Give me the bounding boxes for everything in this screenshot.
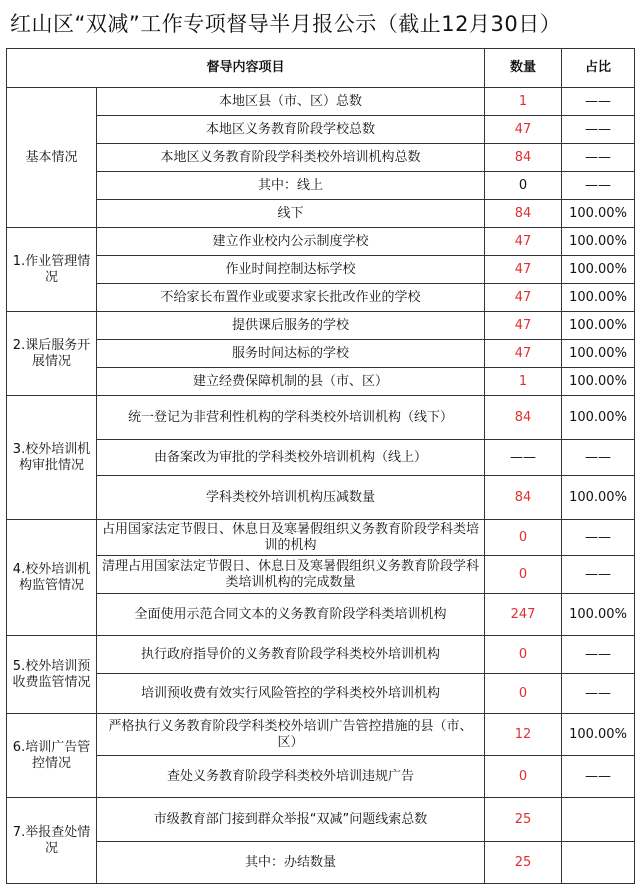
ratio-cell: —— bbox=[562, 520, 635, 556]
count-cell: —— bbox=[485, 440, 562, 476]
count-cell: 47 bbox=[485, 228, 562, 256]
item-cell: 占用国家法定节假日、休息日及寒暑假组织义务教育阶段学科类培训的机构 bbox=[97, 520, 485, 556]
supervision-table bbox=[6, 48, 635, 884]
category-cell: 7.举报查处情况 bbox=[7, 798, 97, 884]
item-cell: 作业时间控制达标学校 bbox=[97, 256, 485, 284]
header-ratio: 占比 bbox=[562, 49, 635, 88]
table-row bbox=[7, 144, 635, 172]
count-cell: 47 bbox=[485, 312, 562, 340]
table-row bbox=[7, 756, 635, 798]
item-cell: 线下 bbox=[97, 200, 485, 228]
table-row bbox=[7, 256, 635, 284]
table-row bbox=[7, 228, 635, 256]
ratio-cell: 100.00% bbox=[562, 594, 635, 636]
item-cell: 执行政府指导价的义务教育阶段学科类校外培训机构 bbox=[97, 636, 485, 674]
item-cell: 查处义务教育阶段学科类校外培训违规广告 bbox=[97, 756, 485, 798]
category-cell: 3.校外培训机构审批情况 bbox=[7, 396, 97, 520]
ratio-cell: 100.00% bbox=[562, 200, 635, 228]
ratio-cell: —— bbox=[562, 636, 635, 674]
category-cell: 4.校外培训机构监管情况 bbox=[7, 520, 97, 636]
ratio-cell bbox=[562, 798, 635, 842]
count-cell: 0 bbox=[485, 674, 562, 714]
table-row bbox=[7, 674, 635, 714]
ratio-cell: 100.00% bbox=[562, 340, 635, 368]
count-cell: 12 bbox=[485, 714, 562, 756]
item-cell: 建立作业校内公示制度学校 bbox=[97, 228, 485, 256]
ratio-cell: 100.00% bbox=[562, 312, 635, 340]
count-cell: 84 bbox=[485, 144, 562, 172]
count-cell: 84 bbox=[485, 396, 562, 440]
table-row bbox=[7, 520, 635, 556]
count-cell: 1 bbox=[485, 88, 562, 116]
item-cell: 培训预收费有效实行风险管控的学科类校外培训机构 bbox=[97, 674, 485, 714]
table-row bbox=[7, 556, 635, 594]
item-cell: 本地区义务教育阶段学校总数 bbox=[97, 116, 485, 144]
ratio-cell: 100.00% bbox=[562, 396, 635, 440]
ratio-cell: —— bbox=[562, 88, 635, 116]
count-cell: 84 bbox=[485, 476, 562, 520]
ratio-cell: —— bbox=[562, 144, 635, 172]
ratio-cell: 100.00% bbox=[562, 228, 635, 256]
count-cell: 0 bbox=[485, 636, 562, 674]
table-row bbox=[7, 284, 635, 312]
table-row bbox=[7, 714, 635, 756]
count-cell: 25 bbox=[485, 798, 562, 842]
ratio-cell: —— bbox=[562, 674, 635, 714]
item-cell: 提供课后服务的学校 bbox=[97, 312, 485, 340]
ratio-cell: 100.00% bbox=[562, 368, 635, 396]
table-row bbox=[7, 340, 635, 368]
table-row bbox=[7, 368, 635, 396]
ratio-cell bbox=[562, 842, 635, 884]
count-cell: 247 bbox=[485, 594, 562, 636]
ratio-cell: —— bbox=[562, 172, 635, 200]
table-row bbox=[7, 440, 635, 476]
count-cell: 47 bbox=[485, 284, 562, 312]
table-row bbox=[7, 88, 635, 116]
category-cell: 2.课后服务开展情况 bbox=[7, 312, 97, 396]
table-row bbox=[7, 594, 635, 636]
table-body bbox=[7, 88, 635, 884]
category-cell: 1.作业管理情况 bbox=[7, 228, 97, 312]
table-row bbox=[7, 396, 635, 440]
header-item: 督导内容项目 bbox=[7, 49, 485, 88]
item-cell: 统一登记为非营利性机构的学科类校外培训机构（线下） bbox=[97, 396, 485, 440]
table-row bbox=[7, 636, 635, 674]
header-count: 数量 bbox=[485, 49, 562, 88]
category-cell: 基本情况 bbox=[7, 88, 97, 228]
table-row bbox=[7, 172, 635, 200]
item-cell: 全面使用示范合同文本的义务教育阶段学科类培训机构 bbox=[97, 594, 485, 636]
ratio-cell: 100.00% bbox=[562, 284, 635, 312]
table-row bbox=[7, 842, 635, 884]
count-cell: 0 bbox=[485, 520, 562, 556]
item-cell: 服务时间达标的学校 bbox=[97, 340, 485, 368]
count-cell: 25 bbox=[485, 842, 562, 884]
item-cell: 由备案改为审批的学科类校外培训机构（线上） bbox=[97, 440, 485, 476]
ratio-cell: 100.00% bbox=[562, 256, 635, 284]
count-cell: 84 bbox=[485, 200, 562, 228]
item-cell: 严格执行义务教育阶段学科类校外培训广告管控措施的县（市、区） bbox=[97, 714, 485, 756]
item-cell: 其中：线上 bbox=[97, 172, 485, 200]
item-cell: 学科类校外培训机构压减数量 bbox=[97, 476, 485, 520]
count-cell: 0 bbox=[485, 756, 562, 798]
category-cell: 5.校外培训预收费监管情况 bbox=[7, 636, 97, 714]
item-cell: 建立经费保障机制的县（市、区） bbox=[97, 368, 485, 396]
ratio-cell: —— bbox=[562, 440, 635, 476]
page-title: 红山区“双减”工作专项督导半月报公示（截止12月30日） bbox=[10, 12, 562, 36]
count-cell: 0 bbox=[485, 172, 562, 200]
ratio-cell: 100.00% bbox=[562, 714, 635, 756]
table-row bbox=[7, 798, 635, 842]
count-cell: 47 bbox=[485, 340, 562, 368]
ratio-cell: —— bbox=[562, 756, 635, 798]
header-row bbox=[7, 49, 635, 88]
ratio-cell: 100.00% bbox=[562, 476, 635, 520]
count-cell: 47 bbox=[485, 116, 562, 144]
category-cell: 6.培训广告管控情况 bbox=[7, 714, 97, 798]
ratio-cell: —— bbox=[562, 556, 635, 594]
count-cell: 47 bbox=[485, 256, 562, 284]
item-cell: 本地区县（市、区）总数 bbox=[97, 88, 485, 116]
count-cell: 0 bbox=[485, 556, 562, 594]
table-row bbox=[7, 312, 635, 340]
item-cell: 市级教育部门接到群众举报“双减”问题线索总数 bbox=[97, 798, 485, 842]
item-cell: 其中：办结数量 bbox=[97, 842, 485, 884]
item-cell: 不给家长布置作业或要求家长批改作业的学校 bbox=[97, 284, 485, 312]
table-row bbox=[7, 476, 635, 520]
ratio-cell: —— bbox=[562, 116, 635, 144]
count-cell: 1 bbox=[485, 368, 562, 396]
table-row bbox=[7, 200, 635, 228]
table-row bbox=[7, 116, 635, 144]
item-cell: 清理占用国家法定节假日、休息日及寒暑假组织义务教育阶段学科类培训机构的完成数量 bbox=[97, 556, 485, 594]
item-cell: 本地区义务教育阶段学科类校外培训机构总数 bbox=[97, 144, 485, 172]
